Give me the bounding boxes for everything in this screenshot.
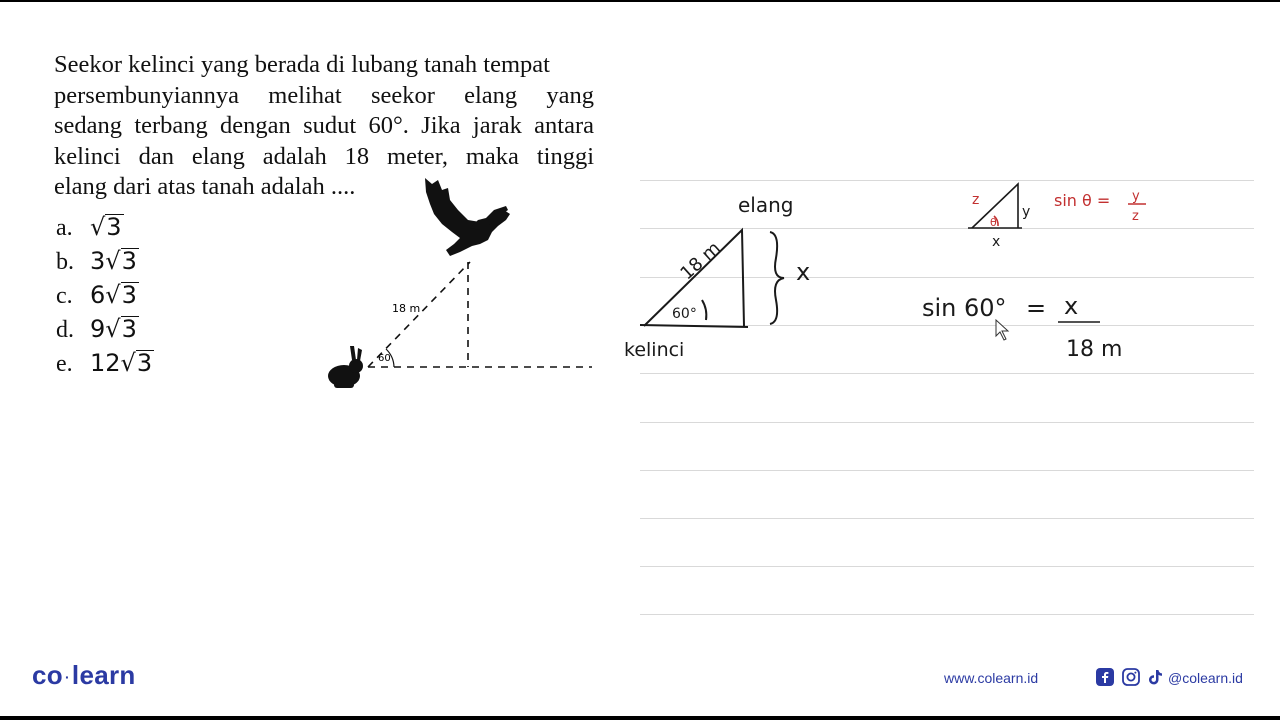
option-e	[56, 346, 154, 380]
sin-formula-den: z	[1132, 209, 1139, 224]
angle-label-hand: 60°	[672, 306, 697, 322]
option-letter: d.	[56, 317, 74, 343]
rabbit-icon	[328, 346, 363, 388]
ruled-line	[640, 518, 1254, 519]
brace-mark	[770, 232, 784, 324]
elang-label: elang	[738, 193, 794, 217]
option-value: 12√3	[90, 349, 153, 377]
problem-diagram	[320, 170, 610, 400]
small-y-label: y	[1022, 204, 1031, 220]
ruled-line	[640, 614, 1254, 615]
option-letter: c.	[56, 283, 73, 309]
sin60-equals: =	[1026, 294, 1047, 322]
ruled-line	[640, 566, 1254, 567]
hyp-label-hand: 18 m	[676, 237, 725, 285]
question-line: persembunyiannya melihat seekor elang yang	[54, 81, 594, 109]
question-line: Seekor kelinci yang berada di lubang tanah tempat	[54, 51, 550, 78]
angle-arc-hand	[702, 300, 706, 320]
option-a	[56, 210, 124, 244]
option-value: 6√3	[90, 281, 137, 309]
question-line: kelinci dan elang adalah 18 meter, maka tinggi	[54, 142, 594, 170]
option-value: 9√3	[90, 315, 137, 343]
sin-formula-num: y	[1132, 189, 1140, 204]
bottom-border	[0, 716, 1280, 720]
option-b	[56, 244, 139, 278]
option-letter: a.	[56, 215, 73, 241]
instagram-icon[interactable]	[1122, 668, 1140, 686]
option-d	[56, 312, 139, 346]
cursor-icon	[996, 320, 1008, 340]
sin60-lhs: sin 60°	[922, 294, 1007, 322]
social-handle[interactable]: @colearn.id	[1168, 670, 1243, 686]
colearn-logo: co ·learn	[32, 660, 136, 690]
angle-label: 60	[378, 353, 391, 364]
option-value: √3	[90, 213, 122, 241]
question-line: sedang terbang dengan sudut 60°. Jika jarak antara	[54, 112, 594, 139]
triangle-base	[640, 325, 748, 327]
ruled-line	[640, 422, 1254, 423]
facebook-icon[interactable]	[1096, 668, 1114, 686]
website-url[interactable]: www.colearn.id	[944, 670, 1039, 686]
option-letter: e.	[56, 351, 73, 377]
option-c	[56, 278, 139, 312]
option-value: 3√3	[90, 247, 137, 275]
tiktok-icon[interactable]	[1146, 668, 1164, 686]
question-line: elang dari atas tanah adalah ....	[54, 173, 356, 200]
kelinci-label: kelinci	[624, 339, 685, 361]
hypotenuse-label: 18 m	[392, 302, 421, 315]
sin60-numerator: x	[1064, 292, 1079, 320]
small-z-label: z	[972, 192, 980, 208]
handwritten-work	[620, 180, 1260, 380]
option-letter: b.	[56, 249, 74, 275]
sin-formula-lhs: sin θ =	[1054, 191, 1111, 210]
small-x-label: x	[992, 234, 1001, 250]
x-label-hand: x	[796, 258, 811, 286]
eagle-icon	[425, 178, 510, 256]
small-theta-label: θ	[990, 216, 997, 229]
ruled-line	[640, 470, 1254, 471]
top-border	[0, 0, 1280, 2]
sin60-denominator: 18 m	[1066, 337, 1123, 362]
